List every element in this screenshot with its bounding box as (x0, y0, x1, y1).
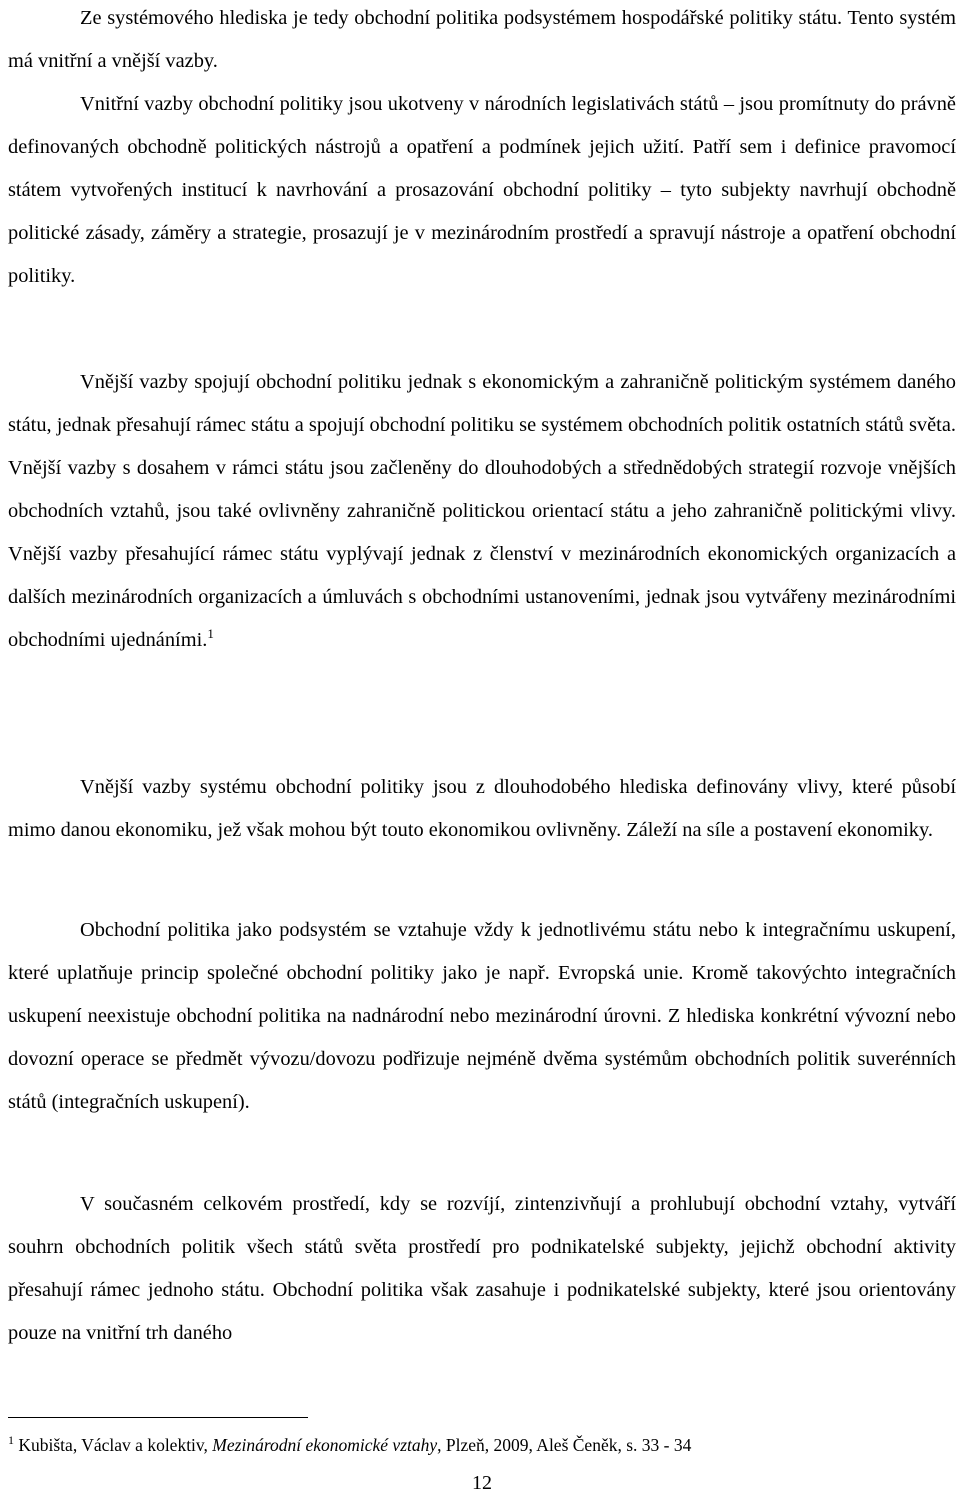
footnote-reference[interactable]: 1 (207, 626, 214, 642)
paragraph: V současném celkovém prostředí, kdy se rozvíjí, zintenzivňují a prohlubují obchodní vztahy, vytváří souhrn obchodních politik všech států světa prostředí pro podnikatelské subjekty, jejichž obchodní aktivity přesahují rámec jednoho státu. Obchodní politika však zasahuje i podnikatelské subjekty, které jsou orientovány pouze na vnitřní trh daného (8, 1193, 956, 1344)
footnote-separator (8, 1417, 308, 1418)
page-number: 12 (472, 1472, 492, 1494)
paragraph (8, 361, 956, 662)
footnote-author: Kubišta, Václav a kolektiv, (14, 1435, 213, 1455)
paragraph: Vnější vazby systému obchodní politiky jsou z dlouhodobého hlediska definovány vlivy, které působí mimo danou ekonomiku, jež však mohou být touto ekonomikou ovlivněny. Záleží na síle a postavení ekonomiky. (8, 776, 956, 841)
paragraph: Vnitřní vazby obchodní politiky jsou ukotveny v národních legislativách států – jsou promítnuty do právně definovaných obchodně politických nástrojů a opatření a podmínek jejich užití. Patří sem i definice pravomocí státem vytvořených institucí k navrhování a prosazování obchodní politiky – tyto subjekty navrhují obchodně politické zásady, záměry a strategie, prosazují je v mezinárodním prostředí a spravují nástroje a opatření obchodní politiky. (8, 93, 956, 287)
footnote-title: Mezinárodní ekonomické vztahy (212, 1435, 438, 1455)
paragraph: Obchodní politika jako podsystém se vztahuje vždy k jednotlivému státu nebo k integračnímu uskupení, které uplatňuje princip společné obchodní politiky jako je např. Evropská unie. Kromě takovýchto integračních uskupení neexistuje obchodní politika na nadnárodní nebo mezinárodní úrovni. Z hlediska konkrétní vývozní nebo dovozní operace se předmět vývozu/dovozu podřizuje nejméně dvěma systémům obchodních politik suverénních států (integračních uskupení). (8, 919, 956, 1113)
footnote (8, 1432, 956, 1458)
paragraph: Ze systémového hlediska je tedy obchodní politika podsystémem hospodářské politiky státu. Tento systém má vnitřní a vnější vazby. (8, 7, 956, 72)
footnote-publication: , Plzeň, 2009, Aleš Čeněk, s. 33 - 34 (437, 1435, 692, 1455)
footnote-number: 1 (8, 1433, 14, 1448)
paragraph-text: Vnější vazby spojují obchodní politiku jednak s ekonomickým a zahraničně politickým systémem daného státu, jednak přesahují rámec státu a spojují obchodní politiku se systémem obchodních politik ostatních států světa. Vnější vazby s dosahem v rámci státu jsou začleněny do dlouhodobých a střednědobých strategií rozvoje vnějších obchodních vztahů, jsou také ovlivněny zahraničně politickou orientací státu a jeho zahraničně politickými vlivy. Vnější vazby přesahující rámec státu vyplývají jednak z členství v mezinárodních ekonomických organizacích a dalších mezinárodních organizacích a úmluvách s obchodními ustanoveními, jednak jsou vytvářeny mezinárodními obchodními ujednáními. (8, 371, 956, 651)
